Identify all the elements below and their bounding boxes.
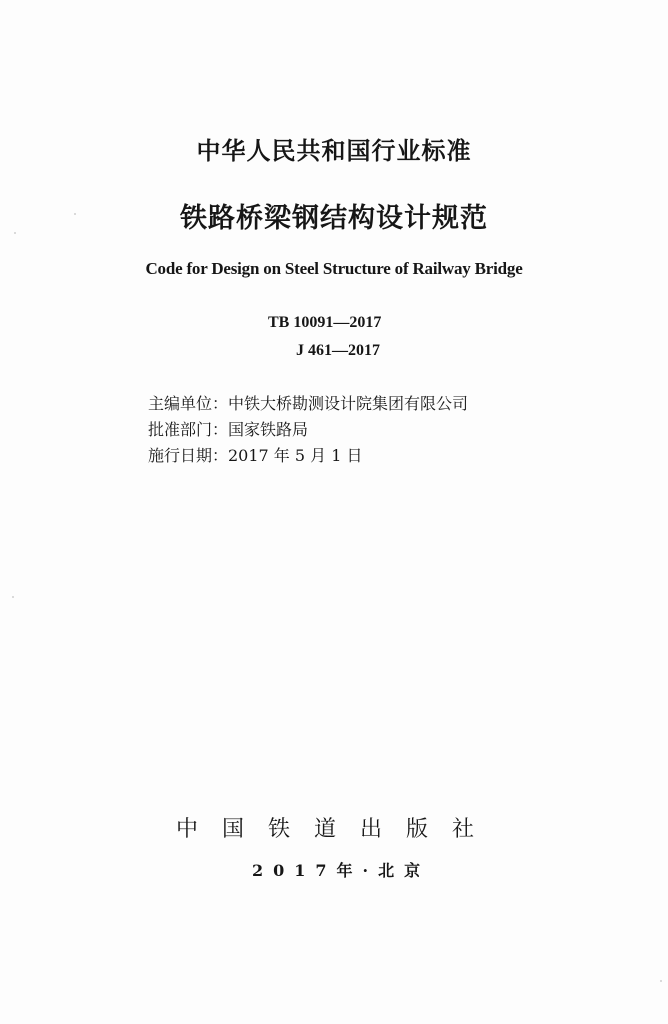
- standard-category: 中华人民共和国行业标准: [196, 137, 472, 165]
- scan-speck: [660, 980, 662, 982]
- publisher-name: 中国铁道出版社: [176, 817, 499, 842]
- scan-speck: [14, 232, 16, 234]
- publication-date-place: 2017年·北京: [252, 861, 431, 880]
- scan-speck: [74, 213, 76, 215]
- document-title-english: Code for Design on Steel Structure of Railway Bridge: [145, 259, 523, 278]
- editor-unit-line: 主编单位：中铁大桥勘测设计院集团有限公司: [148, 394, 469, 413]
- approval-department-line: 批准部门：国家铁路局: [148, 420, 309, 439]
- standard-code-tb: TB 10091—2017: [268, 314, 382, 331]
- scan-speck: [12, 596, 14, 598]
- effective-date-line: 施行日期：2017 年 5 月 1 日: [148, 446, 363, 465]
- document-title-chinese: 铁路桥梁钢结构设计规范: [180, 203, 488, 234]
- standard-code-j: J 461—2017: [296, 342, 380, 359]
